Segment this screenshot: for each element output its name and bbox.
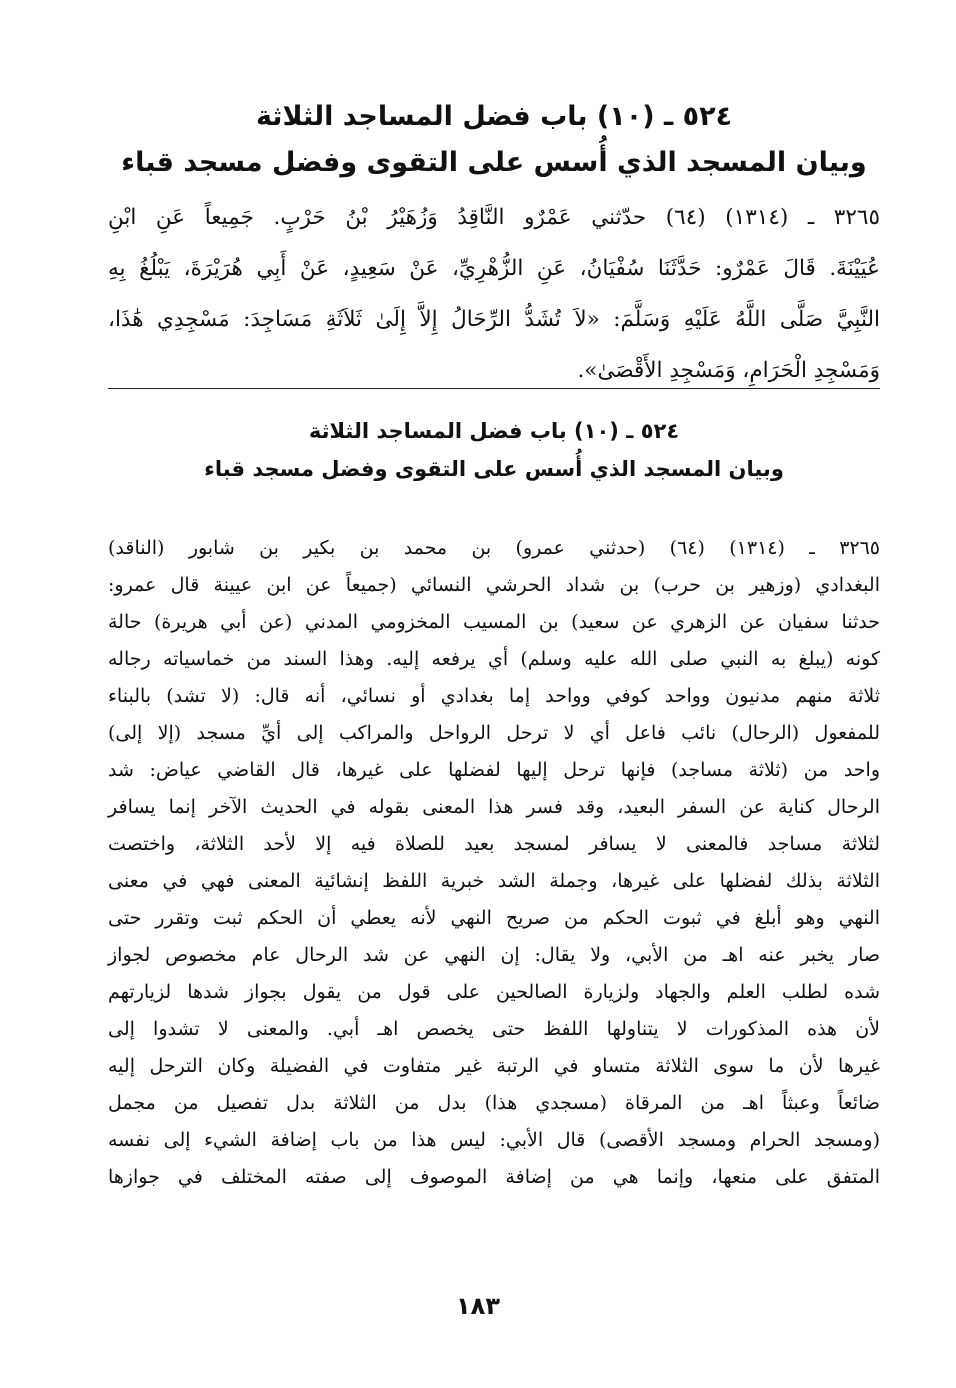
commentary-line: النهي وهو أبلغ في ثبوت الحكم من صريح النهي لأنه يعطي أن الحكم ثبت وتقرر حتى: [108, 907, 880, 929]
commentary-chapter-subtitle: وبيان المسجد الذي أُسس على التقوى وفضل مسجد قباء: [204, 457, 784, 481]
commentary-text: [108, 530, 880, 1196]
commentary-header: [108, 412, 880, 488]
commentary-line: لثلاثة مساجد فالمعنى لا يسافر لمسجد بعيد للصلاة فيه إلا لأحد الثلاثة، واختصت: [108, 833, 880, 855]
matn-chapter-subtitle: وبيان المسجد الذي أُسس على التقوى وفضل مسجد قباء: [121, 147, 867, 178]
commentary-line: غيرها لأن ما سوى الثلاثة متساو في الرتبة غير متفاوت في الفضيلة وكان الترحل إليه: [108, 1055, 880, 1077]
commentary-line: الرحال كناية عن السفر البعيد، وقد فسر هذا المعنى بقوله في الحديث الآخر إنما يسافر: [108, 796, 880, 818]
commentary-line: حدثنا سفيان عن الزهري عن سعيد) بن المسيب المخزومي المدني (عن أبي هريرة) حالة: [108, 611, 880, 633]
commentary-line: كونه (يبلغ به النبي صلى الله عليه وسلم) أي يرفعه إليه. وهذا السند من خماسياته رجاله: [108, 648, 880, 670]
commentary-line: للمفعول (الرحال) نائب فاعل أي لا ترحل الرواحل والمراكب إلى أيِّ مسجد (إلا إلى): [108, 722, 880, 744]
commentary-line: شده لطلب العلم والجهاد ولزيارة الصالحين على قول من يقول بجواز شدها لزيارتهم: [108, 981, 880, 1003]
commentary-line: (ومسجد الحرام ومسجد الأقصى) قال الأبي: ليس هذا من باب إضافة الشيء إلى نفسه: [108, 1129, 880, 1151]
commentary-line: ثلاثة منهم مدنيون وواحد كوفي وواحد إما بغدادي أو نسائي، أنه قال: (لا تشد) بالبناء: [108, 685, 880, 707]
commentary-line: صار يخبر عنه اهـ من الأبي، ولا يقال: إن النهي عن شد الرحال عام مخصوص لجواز: [108, 944, 880, 966]
commentary-line: البغدادي (وزهير بن حرب) بن شداد الحرشي النسائي (جميعاً عن ابن عيينة قال عمرو:: [108, 574, 880, 596]
matn-chapter-title: ٥٢٤ ـ (١٠) باب فضل المساجد الثلاثة: [255, 101, 733, 132]
matn-line: وَمَسْجِدِ الْحَرَامِ، وَمَسْجِدِ الأَقْصَىٰ».: [577, 358, 880, 383]
commentary-line: الثلاثة بذلك لفضلها على غيرها، وجملة الشد خبرية اللفظ إنشائية المعنى فهي في معنى: [108, 870, 880, 892]
commentary-line: واحد من (ثلاثة مساجد) فإنها ترحل إليها لفضلها على غيرها، قال القاضي عياض: شد: [108, 759, 880, 781]
section-divider: [108, 388, 880, 389]
page-number: ١٨٣: [456, 1292, 500, 1320]
matn-line: ٣٢٦٥ ـ (١٣١٤) (٦٤) حدّثني عَمْرٌو النَّاقِدُ وَزُهَيْرُ بْنُ حَرْبٍ. جَمِيعاً عَنِ ابْنِ: [108, 205, 880, 230]
matn-line: عُيَيْنَةَ. قَالَ عَمْرٌو: حَدَّثَنَا سُفْيَانُ، عَنِ الزُّهْرِيِّ، عَنْ سَعِيدٍ، عَنْ أَبِي هُرَيْرَةَ، يَبْلُغُ بِهِ: [108, 256, 880, 281]
commentary-line: ٣٢٦٥ ـ (١٣١٤) (٦٤) (حدثني عمرو) بن محمد بن بكير بن شابور (الناقد): [108, 537, 881, 559]
matn-hadith-text: [108, 192, 880, 396]
commentary-line: المتفق على منعها، وإنما هي من إضافة الموصوف إلى صفته المختلف في جوازها: [108, 1166, 880, 1188]
commentary-chapter-title: ٥٢٤ ـ (١٠) باب فضل المساجد الثلاثة: [308, 419, 680, 443]
matn-line: النَّبِيَّ صَلَّى اللَّهُ عَلَيْهِ وَسَلَّمَ: «لاَ تُشَدُّ الرِّحَالُ إِلاَّ إِلَىٰ ثَلاَثَةِ مَسَاجِدَ: مَسْجِدِي هَٰذَا،: [108, 307, 880, 332]
commentary-line: لأن هذه المذكورات لا يتناولها اللفظ حتى يخصص اهـ أبي. والمعنى لا تشدوا إلى: [108, 1018, 880, 1040]
commentary-line: ضائعاً وعبثاً اهـ من المرقاة (مسجدي هذا) بدل من الثلاثة بدل تفصيل من مجمل: [108, 1092, 880, 1114]
matn-section: [108, 94, 880, 186]
